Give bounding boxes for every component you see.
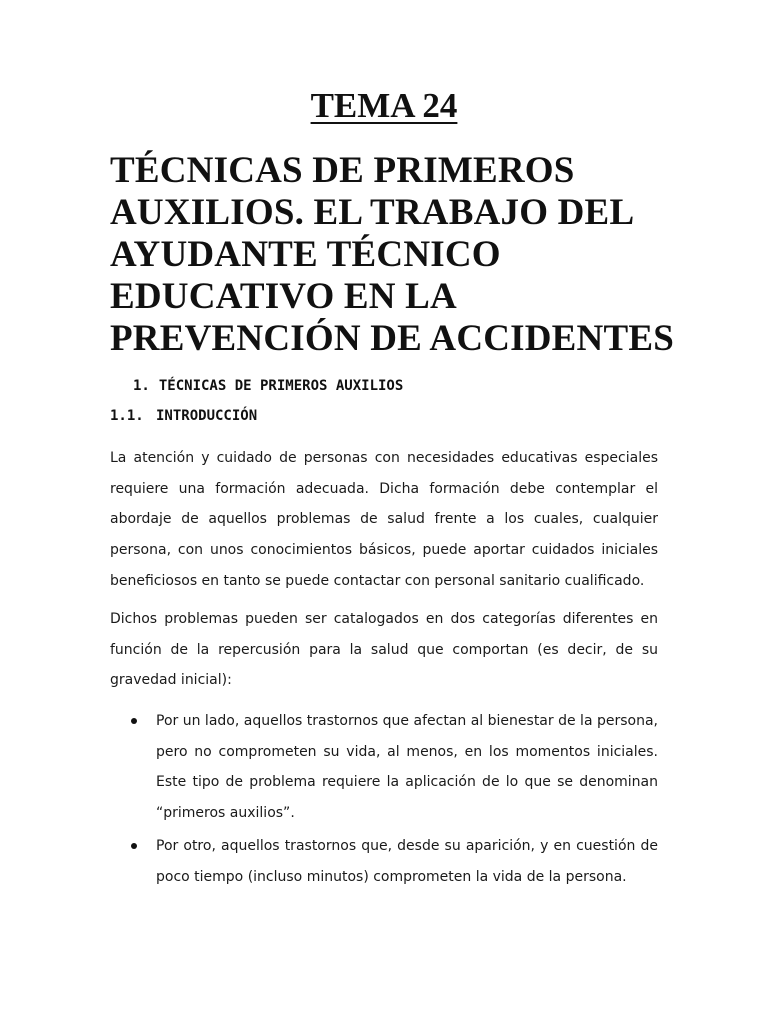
title-line: AUXILIOS. EL TRABAJO DEL	[110, 192, 635, 233]
bullet-icon	[131, 843, 137, 849]
paragraph: Dichos problemas pueden ser catalogados en dos categorías diferentes en función de la repercusión para la salud que comportan (es decir, de su gravedad inicial):	[110, 611, 658, 689]
section-heading-1-1	[110, 407, 257, 425]
title-line: PREVENCIÓN DE ACCIDENTES	[110, 318, 675, 359]
paragraph: La atención y cuidado de personas con necesidades educativas especiales requiere una formación adecuada. Dicha formación debe contemplar el abordaje de aquellos problemas de salud frente a los cuales, cualquier persona, con unos conocimientos básicos, puede aportar cuidados iniciales beneficiosos en tanto se puede contactar con personal sanitario cualificado.	[110, 450, 658, 589]
section-heading-1	[133, 377, 403, 395]
list-item-text: Por otro, aquellos trastornos que, desde su aparición, y en cuestión de poco tiempo (incluso minutos) comprometen la vida de la persona.	[156, 837, 658, 885]
section-title: INTRODUCCIÓN	[156, 408, 258, 424]
list-item-text: Por un lado, aquellos trastornos que afectan al bienestar de la persona, pero no comprometen su vida, al menos, en los momentos iniciales. Este tipo de problema requiere la aplicación de lo que se denominan “primeros auxilios”.	[156, 713, 658, 822]
section-title: TÉCNICAS DE PRIMEROS AUXILIOS	[158, 378, 404, 394]
topic-number-text: TEMA 24	[310, 86, 458, 125]
title-line: TÉCNICAS DE PRIMEROS	[110, 150, 575, 191]
title-line: AYUDANTE TÉCNICO	[110, 234, 501, 275]
list-item	[110, 831, 658, 892]
document-title	[110, 150, 690, 360]
bullet-icon	[131, 718, 137, 724]
bullet-list	[110, 706, 658, 894]
section-number: 1.	[133, 378, 150, 394]
topic-number-heading	[0, 86, 768, 126]
title-line: EDUCATIVO EN LA	[110, 276, 457, 317]
section-number: 1.1.	[110, 408, 144, 424]
list-item	[110, 706, 658, 829]
